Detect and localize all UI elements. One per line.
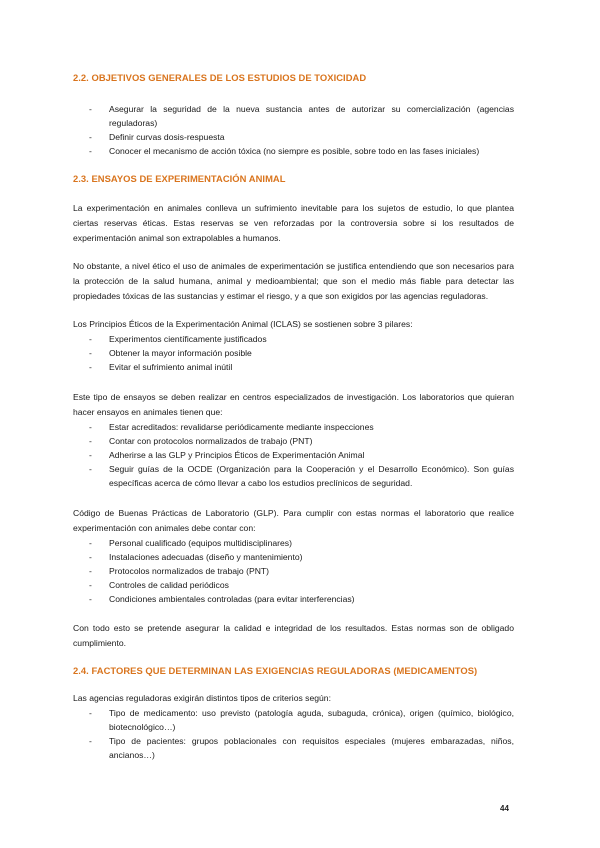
list-item: - Experimentos científicamente justificados (89, 334, 267, 344)
labs-list (73, 420, 514, 490)
regulatory-factors-list (73, 706, 514, 762)
list-item: - Evitar el sufrimiento animal inútil (89, 362, 233, 372)
paragraph: No obstante, a nivel ético el uso de animales de experimentación se justifica entendiendo que son necesarios para la protección de la salud humana, animal y medioambiental; que son el medio más fiable para detectar las propiedades tóxicas de las sustancias y estimar el riesgo, y a que son exigidos por las agencias reguladoras. (73, 261, 514, 301)
page-content (73, 72, 514, 762)
list-item: - Tipo de medicamento: uso previsto (patología aguda, subaguda, crónica), origen (químico, biológico, biotecnológico…) (89, 708, 514, 732)
section-heading-2-3: 2.3. ENSAYOS DE EXPERIMENTACIÓN ANIMAL (73, 173, 286, 184)
list-item: - Obtener la mayor información posible (89, 348, 252, 358)
list-item: - Contar con protocolos normalizados de trabajo (PNT) (89, 436, 313, 446)
list-item: - Instalaciones adecuadas (diseño y mantenimiento) (89, 552, 303, 562)
glp-list (73, 536, 514, 606)
list-item: - Tipo de pacientes: grupos poblacionales con requisitos especiales (mujeres embarazadas, niños, ancianos…) (89, 736, 514, 760)
list-item: - Controles de calidad periódicos (89, 580, 229, 590)
list-item: - Asegurar la seguridad de la nueva sustancia antes de autorizar su comercialización (agencias reguladoras) (89, 104, 514, 128)
paragraph: Los Principios Éticos de la Experimentación Animal (ICLAS) se sostienen sobre 3 pilares: (73, 319, 413, 329)
paragraph: Este tipo de ensayos se deben realizar en centros especializados de investigación. Los laboratorios que quieran hacer ensayos en animales tienen que: (73, 392, 514, 417)
section-heading-2-4: 2.4. FACTORES QUE DETERMINAN LAS EXIGENCIAS REGULADORAS (MEDICAMENTOS) (73, 665, 478, 676)
list-item: - Protocolos normalizados de trabajo (PNT) (89, 566, 270, 576)
list-item: - Conocer el mecanismo de acción tóxica (no siempre es posible, sobre todo en las fases iniciales) (89, 146, 480, 156)
paragraph: Código de Buenas Prácticas de Laboratorio (GLP). Para cumplir con estas normas el laboratorio que realice experimentación con animales debe contar con: (73, 508, 514, 533)
page-number: 44 (500, 804, 509, 813)
list-item: - Definir curvas dosis-respuesta (89, 132, 225, 142)
paragraph: Las agencias reguladoras exigirán distintos tipos de criterios según: (73, 693, 331, 703)
list-item: - Personal cualificado (equipos multidisciplinares) (89, 538, 292, 548)
list-item: - Condiciones ambientales controladas (para evitar interferencias) (89, 594, 355, 604)
list-item: - Adherirse a las GLP y Principios Éticos de Experimentación Animal (89, 450, 365, 460)
section-heading-2-2: 2.2. OBJETIVOS GENERALES DE LOS ESTUDIOS DE TOXICIDAD (73, 72, 367, 83)
paragraph: La experimentación en animales conlleva un sufrimiento inevitable para los sujetos de estudio, lo que plantea ciertas reservas éticas. Estas reservas se ven reforzadas por la controversia sobre si los resultados de experimentación animal son extrapolables a humanos. (73, 203, 514, 243)
objectives-list (73, 102, 514, 158)
list-item: - Estar acreditados: revalidarse periódicamente mediante inspecciones (89, 422, 374, 432)
paragraph: Con todo esto se pretende asegurar la calidad e integridad de los resultados. Estas normas son de obligado cumplimiento. (73, 623, 514, 648)
list-item: - Seguir guías de la OCDE (Organización para la Cooperación y el Desarrollo Económico). Son guías específicas acerca de cómo llevar a cabo los estudios preclínicos de seguridad. (89, 464, 514, 488)
iclas-list (73, 332, 514, 374)
